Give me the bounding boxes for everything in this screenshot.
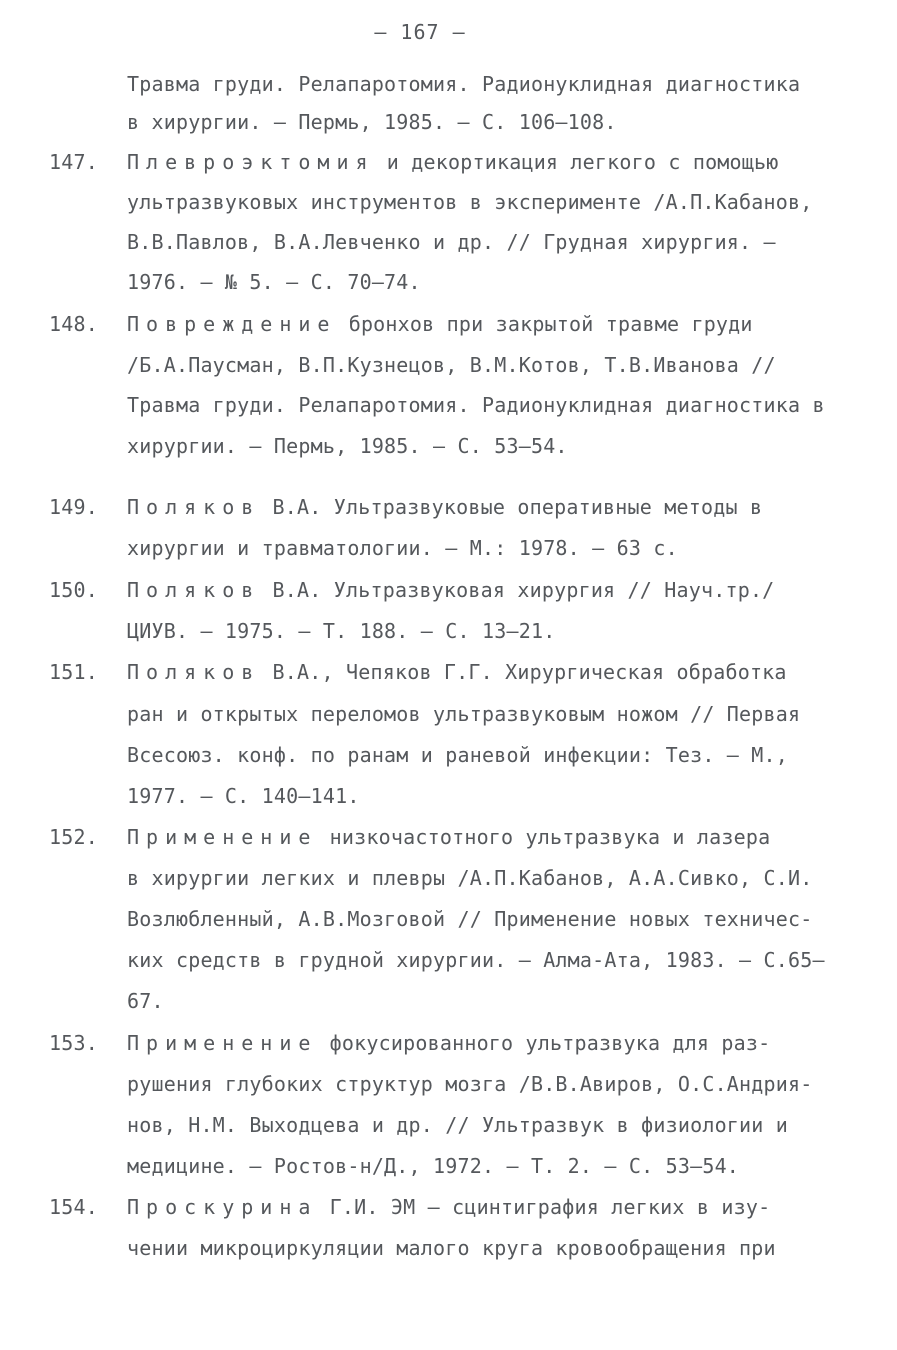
- entry-line: Травма груди. Релапаротомия. Радионуклидная диагностика в: [127, 393, 825, 417]
- entry-number: 153.: [49, 1031, 98, 1055]
- entry-author: Применение: [127, 825, 318, 849]
- entry-author: Поляков: [127, 660, 261, 684]
- entry-line: ЦИУВ. – 1975. – Т. 188. – С. 13–21.: [127, 619, 556, 643]
- entry-line: хирургии. – Пермь, 1985. – С. 53–54.: [127, 434, 568, 458]
- entry-line: рушения глубоких структур мозга /В.В.Авиров, О.С.Андрия-: [127, 1072, 813, 1096]
- entry-text: В.А., Чепяков Г.Г. Хирургическая обработка: [272, 660, 787, 684]
- entry-text: В.А. Ультразвуковые оперативные методы в: [272, 495, 763, 519]
- page-number: – 167 –: [374, 20, 466, 44]
- entry-author: Плевроэктомия: [127, 150, 375, 174]
- entry-first-line: [49, 1031, 770, 1055]
- entry-author: Проскурина: [127, 1195, 318, 1219]
- entry-author: Повреждение: [127, 312, 337, 336]
- entry-text: Г.И. ЭМ – сцинтиграфия легких в изу-: [329, 1195, 771, 1219]
- entry-line: Всесоюз. конф. по ранам и раневой инфекции: Тез. – М.,: [127, 743, 789, 767]
- entry-line: В.В.Павлов, В.А.Левченко и др. // Грудная хирургия. –: [127, 230, 776, 254]
- entry-line: ультразвуковых инструментов в эксперименте /А.П.Кабанов,: [127, 190, 813, 214]
- entry-first-line: [49, 312, 753, 336]
- entry-number: 150.: [49, 578, 98, 602]
- entry-number: 147.: [49, 150, 98, 174]
- entry-line: 1977. – С. 140–141.: [127, 784, 360, 808]
- entry-first-line: [49, 495, 762, 519]
- entry-line: чении микроциркуляции малого круга кровообращения при: [127, 1236, 776, 1260]
- entry-text: низкочастотного ультразвука и лазера: [329, 825, 771, 849]
- entry-first-line: [49, 1195, 770, 1219]
- entry-text: В.А. Ультразвуковая хирургия // Науч.тр./: [272, 578, 775, 602]
- entry-line: ких средств в грудной хирургии. – Алма-Ата, 1983. – С.65–: [127, 948, 825, 972]
- intro-line: в хирургии. – Пермь, 1985. – С. 106–108.: [127, 110, 617, 134]
- entry-line: медицине. – Ростов-н/Д., 1972. – Т. 2. – С. 53–54.: [127, 1154, 740, 1178]
- entry-text: бронхов при закрытой травме груди: [348, 312, 753, 336]
- entry-number: 151.: [49, 660, 98, 684]
- entry-first-line: [49, 150, 779, 174]
- entry-line: /Б.А.Паусман, В.П.Кузнецов, В.М.Котов, Т.В.Иванова //: [127, 353, 776, 377]
- entry-first-line: [49, 578, 774, 602]
- entry-author: Поляков: [127, 495, 261, 519]
- entry-number: 154.: [49, 1195, 98, 1219]
- entry-line: 1976. – № 5. – С. 70–74.: [127, 270, 421, 294]
- entry-author: Поляков: [127, 578, 261, 602]
- entry-author: Применение: [127, 1031, 318, 1055]
- entry-number: 149.: [49, 495, 98, 519]
- entry-first-line: [49, 660, 787, 684]
- entry-line: хирургии и травматологии. – М.: 1978. – 63 с.: [127, 536, 678, 560]
- entry-line: нов, Н.М. Выходцева и др. // Ультразвук в физиологии и: [127, 1113, 789, 1137]
- entry-text: фокусированного ультразвука для раз-: [329, 1031, 771, 1055]
- entry-line: в хирургии легких и плевры /А.П.Кабанов, А.А.Сивко, С.И.: [127, 866, 813, 890]
- entry-number: 148.: [49, 312, 98, 336]
- intro-line: Травма груди. Релапаротомия. Радионуклидная диагностика: [127, 72, 801, 96]
- entry-first-line: [49, 825, 770, 849]
- entry-line: ран и открытых переломов ультразвуковым ножом // Первая: [127, 702, 801, 726]
- entry-text: и декортикация легкого с помощью: [386, 150, 779, 174]
- entry-number: 152.: [49, 825, 98, 849]
- entry-line: Возлюбленный, А.В.Мозговой // Применение новых техничес-: [127, 907, 813, 931]
- entry-line: 67.: [127, 989, 164, 1013]
